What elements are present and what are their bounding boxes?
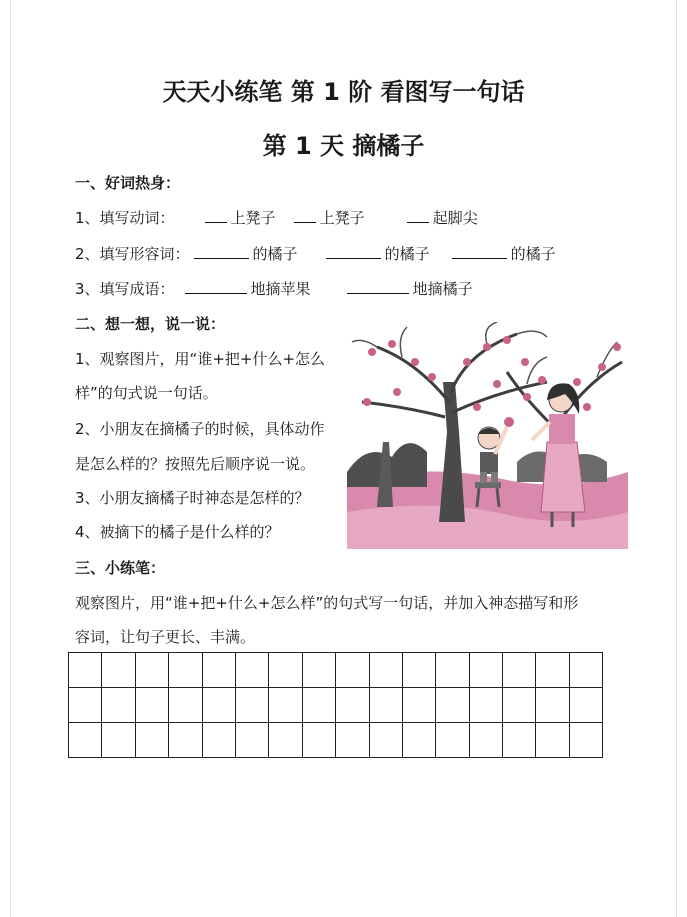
grid-cell[interactable] <box>269 723 302 758</box>
grid-cell[interactable] <box>235 653 268 688</box>
grid-row <box>69 723 603 758</box>
grid-cell[interactable] <box>135 723 168 758</box>
grid-cell[interactable] <box>69 653 102 688</box>
section2-q2-line2: 是怎么样的？按照先后顺序说一说。 <box>75 455 316 473</box>
section3-line2: 容词，让句子更长、丰满。 <box>75 628 256 646</box>
grid-cell[interactable] <box>302 723 335 758</box>
answer-blank[interactable] <box>185 279 247 294</box>
grid-cell[interactable] <box>436 653 469 688</box>
answer-blank[interactable] <box>194 244 249 259</box>
grid-cell[interactable] <box>69 688 102 723</box>
answer-blank[interactable] <box>347 279 409 294</box>
grid-cell[interactable] <box>369 723 402 758</box>
grid-cell[interactable] <box>469 653 502 688</box>
grid-cell[interactable] <box>135 688 168 723</box>
section1-q1 <box>75 207 478 228</box>
section2-q3: 3、小朋友摘橘子时神态是怎样的？ <box>75 489 310 507</box>
orange-picking-illustration <box>347 322 628 549</box>
grid-cell[interactable] <box>302 688 335 723</box>
q3-label: 3、填写成语： <box>75 280 175 298</box>
grid-cell[interactable] <box>569 688 602 723</box>
grid-cell[interactable] <box>135 653 168 688</box>
answer-blank[interactable] <box>294 208 316 223</box>
answer-blank[interactable] <box>205 208 227 223</box>
grid-cell[interactable] <box>69 723 102 758</box>
grid-cell[interactable] <box>569 653 602 688</box>
section1-q2 <box>75 243 556 264</box>
grid-cell[interactable] <box>169 653 202 688</box>
grid-cell[interactable] <box>336 653 369 688</box>
q2-label: 2、填写形容词： <box>75 245 190 263</box>
answer-blank[interactable] <box>407 208 429 223</box>
page-title: 天天小练笔 第 1 阶 看图写一句话 <box>162 78 525 106</box>
section2-heading: 二、想一想，说一说： <box>75 315 226 333</box>
answer-blank[interactable] <box>452 244 507 259</box>
grid-cell[interactable] <box>469 688 502 723</box>
section2-q2-line1: 2、小朋友在摘橘子的时候，具体动作 <box>75 420 325 438</box>
q2-word-c: 的橘子 <box>510 245 556 263</box>
q2-word-b: 的橘子 <box>384 245 430 263</box>
section3-heading: 三、小练笔： <box>75 559 166 577</box>
grid-cell[interactable] <box>102 688 135 723</box>
grid-cell[interactable] <box>202 688 235 723</box>
grid-cell[interactable] <box>336 723 369 758</box>
grid-cell[interactable] <box>503 723 536 758</box>
grid-cell[interactable] <box>235 688 268 723</box>
q3-word-b: 地摘橘子 <box>412 280 473 298</box>
section3-line1: 观察图片，用“谁+把+什么+怎么样”的句式写一句话，并加入神态描写和形 <box>75 594 579 612</box>
grid-cell[interactable] <box>336 688 369 723</box>
grid-cell[interactable] <box>503 688 536 723</box>
worksheet-page <box>10 0 677 917</box>
grid-row <box>69 653 603 688</box>
grid-cell[interactable] <box>269 653 302 688</box>
grid-cell[interactable] <box>469 723 502 758</box>
q1-word-c: 起脚尖 <box>432 209 478 227</box>
q1-word-a: 上凳子 <box>230 209 276 227</box>
grid-cell[interactable] <box>235 723 268 758</box>
writing-grid[interactable] <box>68 652 603 758</box>
section2-q1-line2: 样”的句式说一句话。 <box>75 384 218 402</box>
q1-label: 1、填写动词： <box>75 209 175 227</box>
grid-cell[interactable] <box>536 723 569 758</box>
section1-heading: 一、好词热身： <box>75 174 181 192</box>
grid-cell[interactable] <box>436 688 469 723</box>
answer-blank[interactable] <box>326 244 381 259</box>
grid-cell[interactable] <box>536 653 569 688</box>
page-subtitle: 第 1 天 摘橘子 <box>262 132 425 160</box>
grid-cell[interactable] <box>536 688 569 723</box>
section2-q4: 4、被摘下的橘子是什么样的？ <box>75 523 280 541</box>
grid-cell[interactable] <box>169 688 202 723</box>
grid-cell[interactable] <box>369 653 402 688</box>
grid-cell[interactable] <box>369 688 402 723</box>
q3-word-a: 地摘苹果 <box>250 280 311 298</box>
section2-q1-line1: 1、观察图片，用“谁+把+什么+怎么 <box>75 350 326 368</box>
grid-cell[interactable] <box>402 653 435 688</box>
grid-cell[interactable] <box>169 723 202 758</box>
grid-cell[interactable] <box>569 723 602 758</box>
grid-cell[interactable] <box>202 653 235 688</box>
grid-cell[interactable] <box>102 653 135 688</box>
grid-cell[interactable] <box>269 688 302 723</box>
grid-cell[interactable] <box>503 653 536 688</box>
grid-cell[interactable] <box>436 723 469 758</box>
q1-word-b: 上凳子 <box>319 209 365 227</box>
grid-cell[interactable] <box>202 723 235 758</box>
grid-cell[interactable] <box>102 723 135 758</box>
q2-word-a: 的橘子 <box>252 245 298 263</box>
grid-cell[interactable] <box>302 653 335 688</box>
grid-cell[interactable] <box>402 723 435 758</box>
grid-row <box>69 688 603 723</box>
section1-q3 <box>75 278 473 299</box>
grid-cell[interactable] <box>402 688 435 723</box>
